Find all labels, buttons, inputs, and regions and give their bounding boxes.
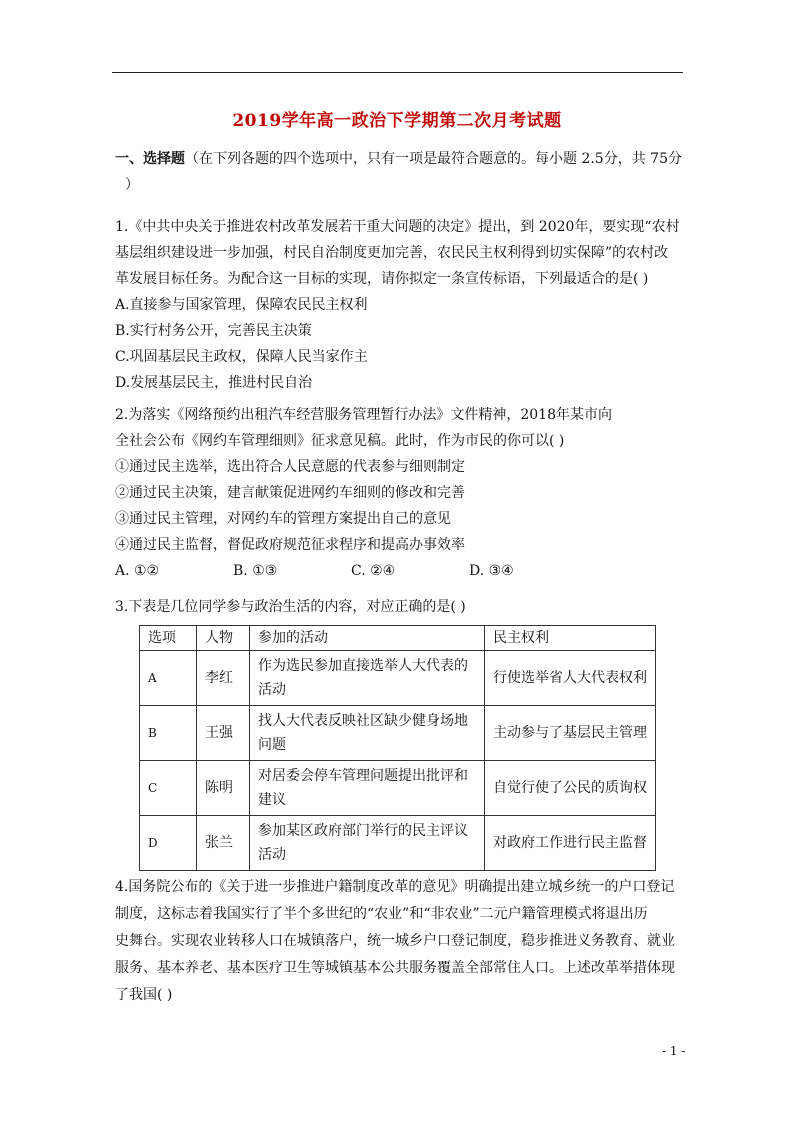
section-heading [115,146,690,198]
table-cell-option: D [140,816,197,871]
q2-item-3: ③通过民主管理，对网约车的管理方案提出自己的意见 [115,511,451,527]
q2-line: 2.为落实《网络预约出租汽车经营服务管理暂行办法》文件精神，2018年某市向 [115,407,612,423]
section-instruction-end: ） [125,177,139,193]
table-cell-activity: 参加某区政府部门举行的民主评议活动 [250,816,485,871]
q1-line: 基层组织建设进一步加强，村民自治制度更加完善，农民民主权利得到切实保障”的农村改 [115,245,669,261]
q1-line: 1.《中共中央关于推进农村改革发展若干重大问题的决定》提出，到 2020年，要实现“农村 [115,219,680,235]
table-cell-right: 行使选举省人大代表权利 [485,651,656,706]
table-header-cell: 民主权利 [485,626,656,651]
table-cell-option: C [140,761,197,816]
q4-line: 史舞台。实现农业转移人口在城镇落户，统一城乡户口登记制度，稳步推进义务教育、就业 [115,933,675,949]
table-cell-right: 对政府工作进行民主监督 [485,816,656,871]
table-header-cell: 选项 [140,626,197,651]
q2-option-b: B. ①③ [233,563,278,579]
q1-option-a: A.直接参与国家管理，保障农民民主权利 [115,297,368,313]
q4-line: 服务、基本养老、基本医疗卫生等城镇基本公共服务覆盖全部常住人口。上述改革举措体现 [115,960,675,976]
question-2 [115,402,685,584]
q3-table [139,625,656,871]
page-title: 2019学年高一政治下学期第二次月考试题 [232,111,562,131]
table-cell-activity: 对居委会停车管理问题提出批评和建议 [250,761,485,816]
q1-option-b: B.实行村务公开，完善民主决策 [115,323,312,339]
q2-item-1: ①通过民主选举，选出符合人民意愿的代表参与细则制定 [115,459,465,475]
table-cell-activity: 找人大代表反映社区缺少健身场地问题 [250,706,485,761]
q2-item-4: ④通过民主监督，督促政府规范征求程序和提高办事效率 [115,537,465,553]
table-cell-person: 张兰 [197,816,250,871]
q2-option-d: D. ③④ [469,563,514,579]
q4-line: 4.国务院公布的《关于进一步推进户籍制度改革的意见》明确提出建立城乡统一的户口登记 [115,879,675,895]
table-cell-option: A [140,651,197,706]
q2-option-c: C. ②④ [351,563,396,579]
q4-line: 制度，这标志着我国实行了半个多世纪的“农业”和“非农业”二元户籍管理模式将退出历 [115,906,648,922]
table-cell-person: 李红 [197,651,250,706]
table-cell-right: 主动参与了基层民主管理 [485,706,656,761]
q3-stem: 3.下表是几位同学参与政治生活的内容，对应正确的是( ) [115,599,466,615]
table-header-cell: 参加的活动 [250,626,485,651]
table-cell-activity: 作为选民参加直接选举人大代表的活动 [250,651,485,706]
table-row [140,816,656,871]
table-header-row [140,626,656,651]
question-3 [115,594,685,620]
q2-line: 全社会公布《网约车管理细则》征求意见稿。此时，作为市民的你可以( ) [115,433,565,449]
q2-option-a: A. ①② [115,563,160,579]
section-label: 一、选择题 [115,151,185,167]
question-1 [115,214,685,396]
table-cell-person: 王强 [197,706,250,761]
table-row [140,761,656,816]
q2-item-2: ②通过民主决策，建言献策促进网约车细则的修改和完善 [115,485,465,501]
table-cell-right: 自觉行使了公民的质询权 [485,761,656,816]
table-header-cell: 人物 [197,626,250,651]
table-cell-option: B [140,706,197,761]
q2-options [115,558,685,584]
question-4 [115,874,685,1009]
q1-option-d: D.发展基层民主，推进村民自治 [115,375,313,391]
header-rule [112,72,683,73]
section-instruction: （在下列各题的四个选项中，只有一项是最符合题意的。每小题 2.5分，共 75分 [185,151,682,167]
q1-line: 革发展目标任务。为配合这一目标的实现，请你拟定一条宣传标语，下列最适合的是( ) [115,271,649,287]
q4-line: 了我国( ) [115,987,173,1003]
q1-option-c: C.巩固基层民主政权，保障人民当家作主 [115,349,368,365]
table-row [140,651,656,706]
table-cell-person: 陈明 [197,761,250,816]
page-number: - 1 - [662,1044,686,1058]
table-row [140,706,656,761]
